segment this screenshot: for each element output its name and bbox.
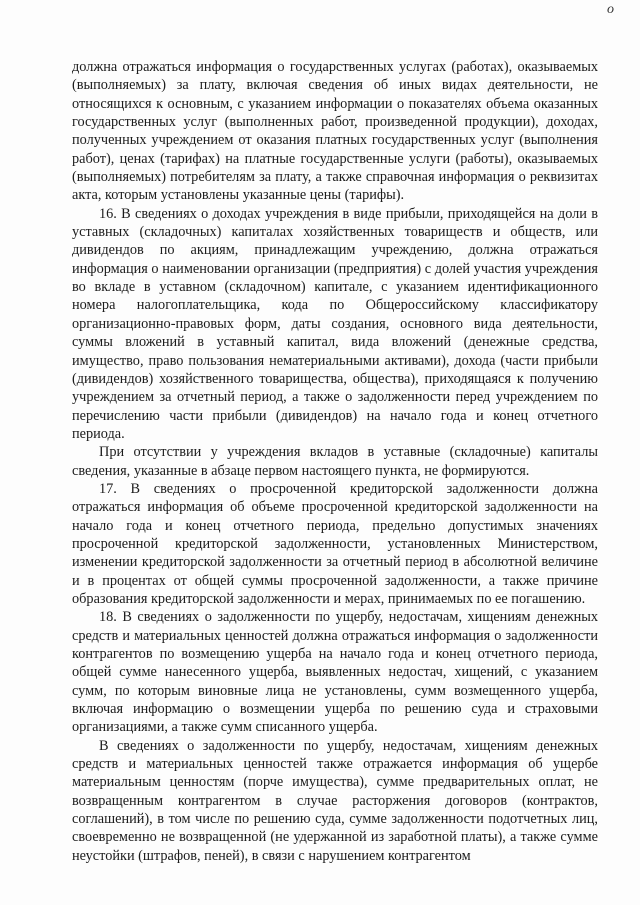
paragraph-17: 17. В сведениях о просроченной кредиторской задолженности должна отражаться информация об объеме просроченной кредиторской задолженности на начало года и конец отчетного периода, предельно допустимых значениях просроченной кредиторской задолженности, установленных Министерством, изменении кредиторской задолженности за отчетный период в абсолютной величине и в процентах от общей суммы просроченной задолженности, а также причине образования кредиторской задолженности и мерах, принимаемых по ее погашению. xyxy=(72,480,598,607)
paragraph-18: 18. В сведениях о задолженности по ущербу, недостачам, хищениям денежных средств и материальных ценностей должна отражаться информация о задолженности контрагентов по возмещению ущерба на начало года и конец отчетного периода, общей сумме нанесенного ущерба, выявленных недостач, хищений, с указанием сумм, по которым виновные лица не установлены, сумм возмещенного ущерба, включая информацию о возмещении ущерба по решению суда и страховыми организациями, а также сумм списанного ущерба. xyxy=(72,609,598,736)
paragraph-16-second: При отсутствии у учреждения вкладов в уставные (складочные) капиталы сведения, указанные в абзаце первом настоящего пункта, не формируются. xyxy=(72,444,598,479)
paragraph-18-second: В сведениях о задолженности по ущербу, недостачам, хищениям денежных средств и материальных ценностей также отражается информация об ущербе материальным ценностям (порче имущества), сумме предварительных оплат, не возвращенным контрагентом в случае расторжения договоров (контрактов, соглашений), в том числе по решению суда, сумме задолженности подотчетных лиц, своевременно не возвращенной (не удержанной из заработной платы), а также сумме неустойки (штрафов, пеней), в связи с нарушением контрагентом xyxy=(72,737,598,864)
document-body xyxy=(72,58,598,865)
paragraph-16: 16. В сведениях о доходах учреждения в виде прибыли, приходящейся на доли в уставных (складочных) капиталах хозяйственных товариществ и обществ, или дивидендов по акциям, принадлежащим учреждению, должна отражаться информация о наименовании организации (предприятия) с долей участия учреждения во вкладе в уставном (складочном) капитале, с указанием идентификационного номера налогоплательщика, кода по Общероссийскому классификатору организационно-правовых форм, даты создания, основного вида деятельности, суммы вложений в уставный капитал, вида вложений (денежные средства, имущество, право пользования нематериальными активами), дохода (части прибыли (дивидендов) хозяйственного товарищества, общества), приходящаяся к получению учреждением за отчетный период, а также о задолженности перед учреждением по перечислению части прибыли (дивидендов) на начало года и конец отчетного периода. xyxy=(72,205,598,442)
paragraph-continuation: должна отражаться информация о государственных услугах (работах), оказываемых (выполняемых) за плату, включая сведения об иных видах деятельности, не относящихся к основным, с указанием информации о показателях объема оказанных государственных услуг (выполненных работ, произведенной продукции), доходах, полученных учреждением от оказания платных государственных услуг (выполнения работ), ценах (тарифах) на платные государственные услуги (работы), оказываемых (выполняемых) потребителям за плату, а также справочная информация о реквизитах акта, которым установлены указанные цены (тарифы). xyxy=(72,59,598,204)
handwritten-page-mark: о xyxy=(607,2,614,17)
